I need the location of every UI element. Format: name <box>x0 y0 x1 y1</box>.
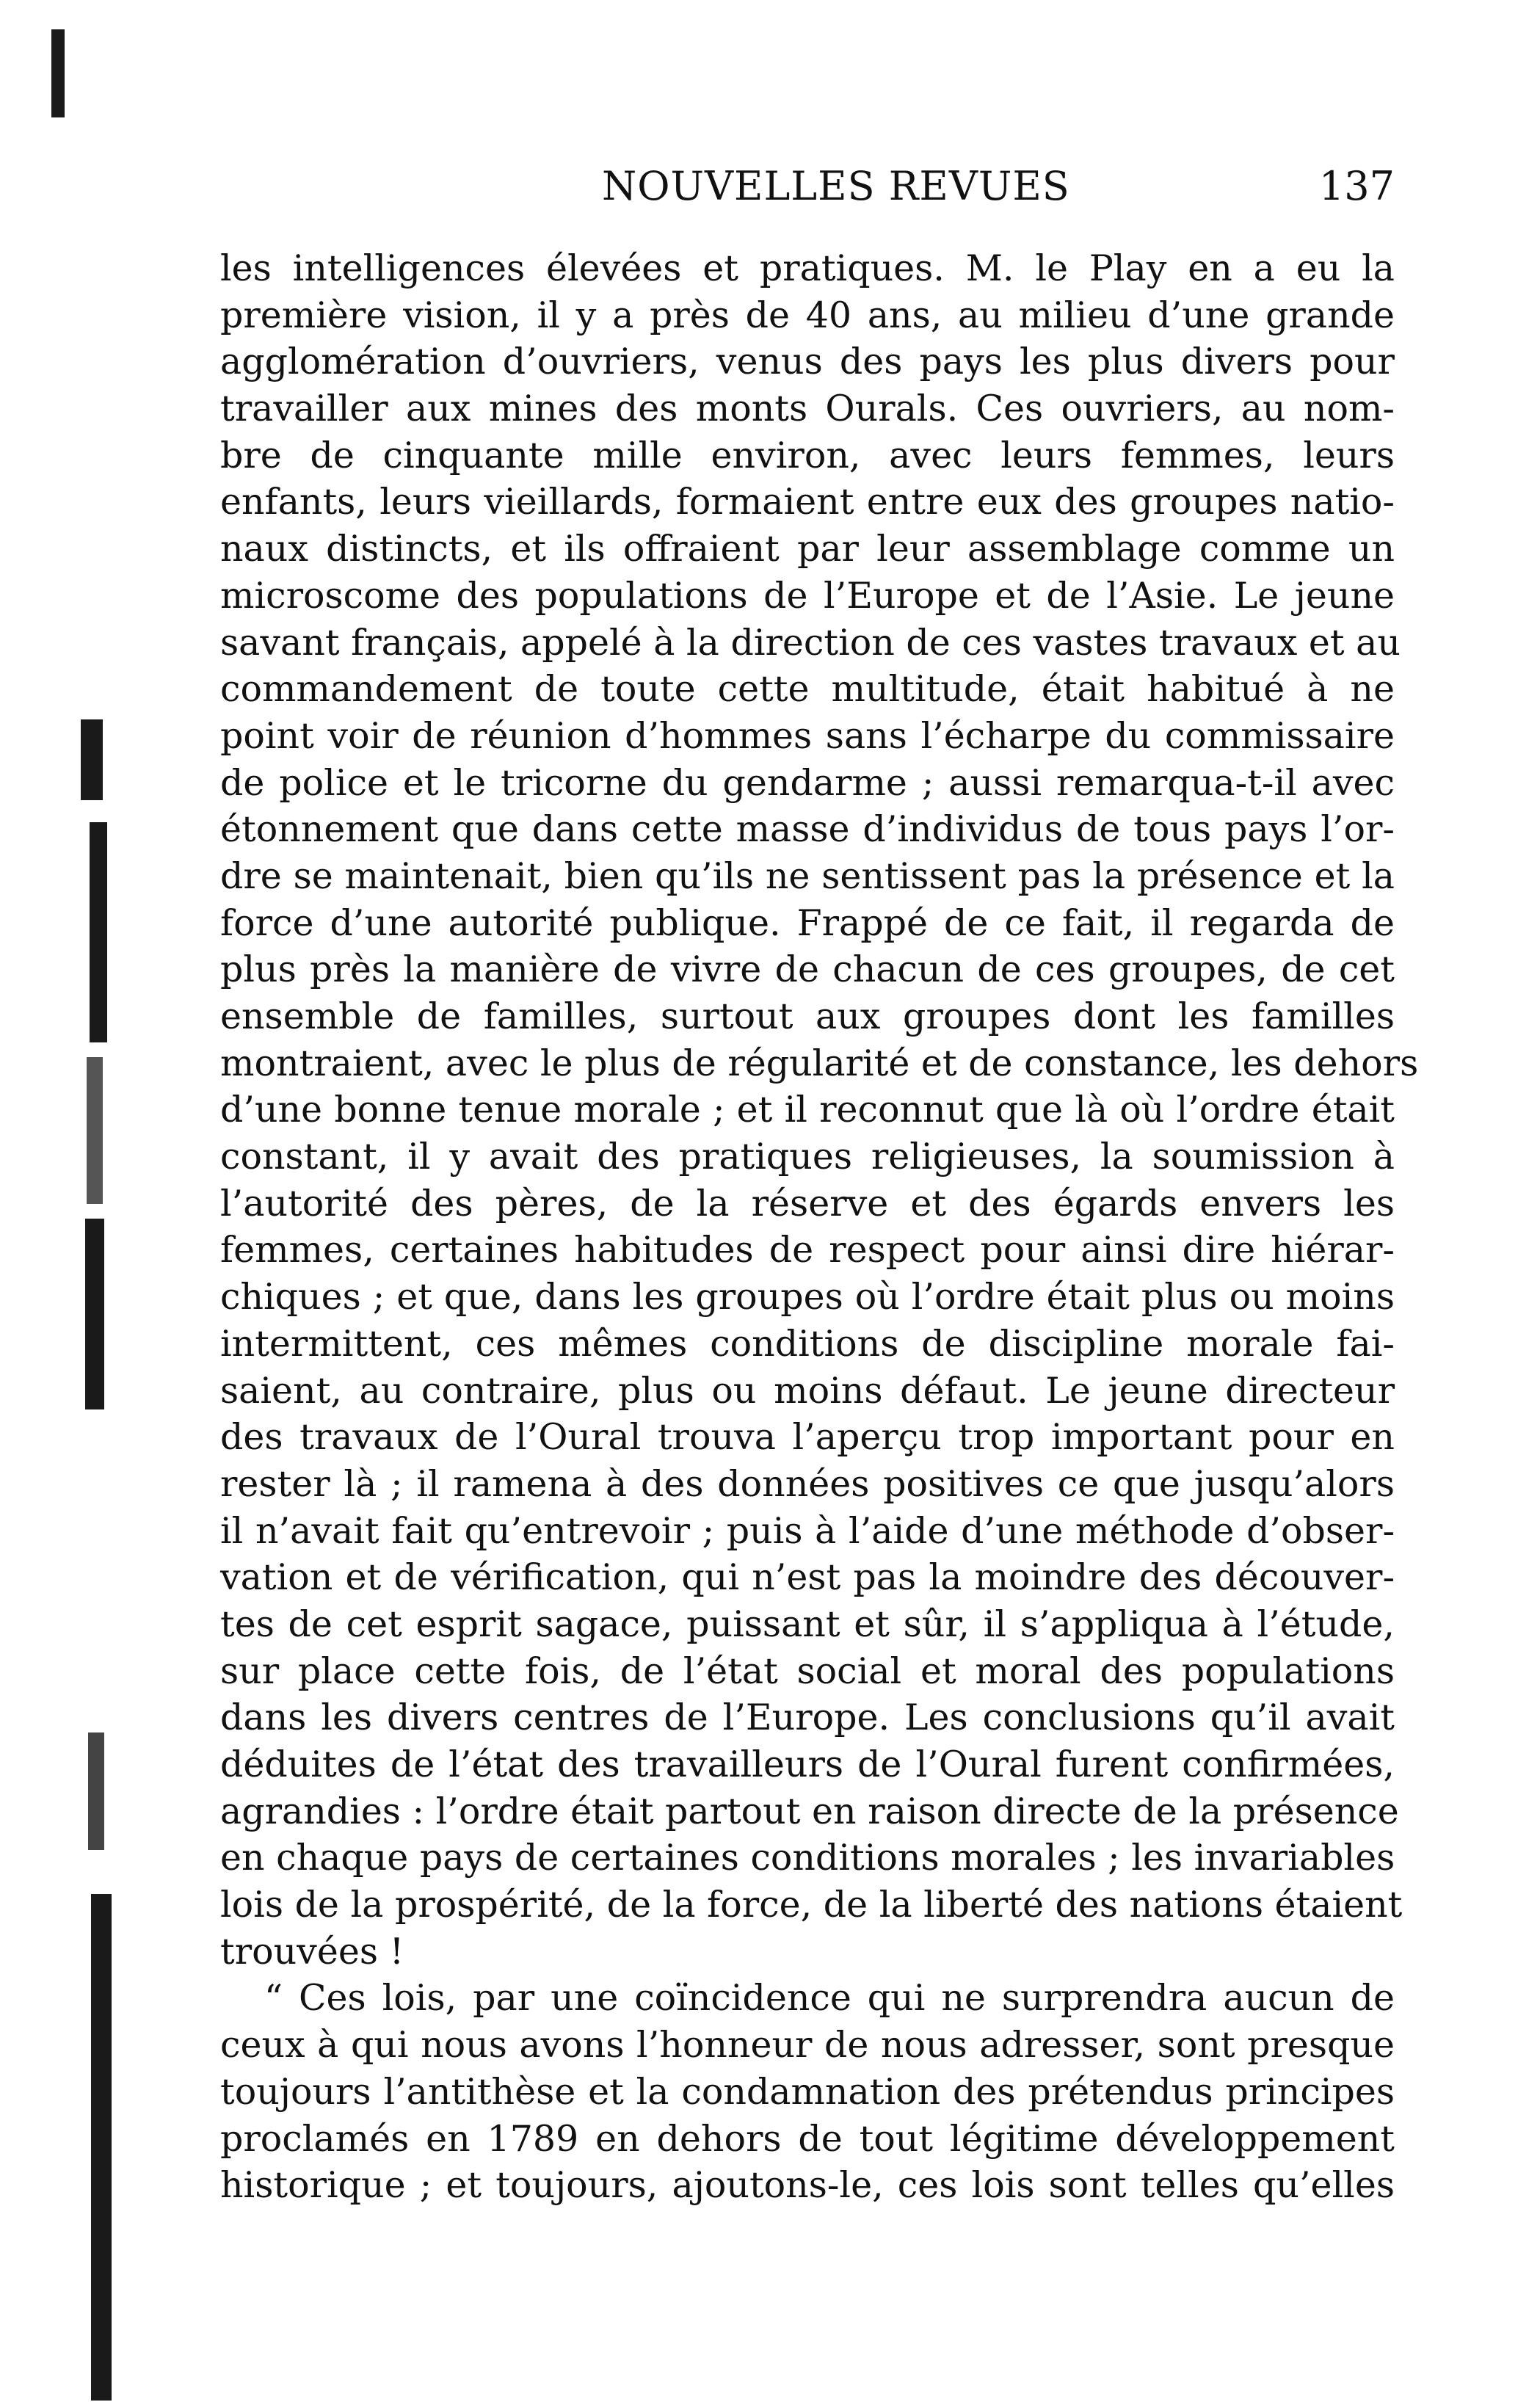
text-line: femmes, certaines habitudes de respect pour ainsi dire hiérar- <box>220 1229 1395 1271</box>
text-line: historique ; et toujours, ajoutons-le, ces lois sont telles qu’elles <box>220 2164 1395 2207</box>
text-line: des travaux de l’Oural trouva l’aperçu trop important pour en <box>220 1416 1395 1459</box>
page-header <box>220 163 1395 214</box>
text-line: il n’avait fait qu’entrevoir ; puis à l’aide d’une méthode d’obser- <box>220 1509 1395 1552</box>
text-line: lois de la prospérité, de la force, de la liberté des nations étaient <box>220 1884 1403 1926</box>
text-line: dre se maintenait, bien qu’ils ne sentissent pas la présence et la <box>220 855 1395 897</box>
text-line: naux distincts, et ils offraient par leur assemblage comme un <box>220 528 1395 570</box>
text-line: chiques ; et que, dans les groupes où l’ordre était plus ou moins <box>220 1276 1395 1318</box>
text-line: l’autorité des pères, de la réserve et des égards envers les <box>220 1182 1395 1224</box>
text-line: d’une bonne tenue morale ; et il reconnut que là où l’ordre était <box>220 1089 1395 1131</box>
text-line: de police et le tricorne du gendarme ; aussi remarqua-t-il avec <box>220 761 1395 804</box>
paragraph-1 <box>220 245 1419 1975</box>
scan-gutter <box>0 0 117 2402</box>
page-number: 137 <box>1318 163 1395 209</box>
text-line: travailler aux mines des monts Ourals. Ces ouvriers, au nom- <box>220 388 1395 430</box>
text-line: ceux à qui nous avons l’honneur de nous adresser, sont presque <box>220 2024 1395 2067</box>
text-line: trouvées ! <box>220 1930 404 1973</box>
text-line: point voir de réunion d’hommes sans l’écharpe du commissaire <box>220 714 1395 757</box>
body-text <box>220 245 1419 2209</box>
text-line: sur place cette fois, de l’état social et moral des populations <box>220 1650 1395 1692</box>
text-line: dans les divers centres de l’Europe. Les conclusions qu’il avait <box>220 1697 1395 1739</box>
text-line: les intelligences élevées et pratiques. M. le Play en a eu la <box>220 247 1395 289</box>
text-line: bre de cinquante mille environ, avec leurs femmes, leurs <box>220 434 1395 476</box>
text-line: première vision, il y a près de 40 ans, au milieu d’une grande <box>220 294 1395 336</box>
text-line: déduites de l’état des travailleurs de l’Oural furent confirmées, <box>220 1744 1395 1785</box>
text-line: montraient, avec le plus de régularité et de constance, les dehors <box>220 1042 1419 1084</box>
paragraph-2 <box>220 1975 1395 2208</box>
text-line: plus près la manière de vivre de chacun de ces groupes, de cet <box>220 948 1395 991</box>
text-line: ensemble de familles, surtout aux groupes dont les familles <box>220 995 1395 1037</box>
text-line: enfants, leurs vieillards, formaient entre eux des groupes natio- <box>220 481 1395 523</box>
text-line: force d’une autorité publique. Frappé de ce fait, il regarda de <box>220 901 1395 944</box>
text-line: tes de cet esprit sagace, puissant et sûr, il s’appliqua à l’étude, <box>220 1603 1395 1645</box>
running-title: NOUVELLES REVUES <box>602 163 1070 209</box>
text-line: vation et de vérification, qui n’est pas la moindre des découver- <box>220 1556 1395 1599</box>
text-line: commandement de toute cette multitude, était habitué à ne <box>220 668 1395 711</box>
text-line: agglomération d’ouvriers, venus des pays les plus divers pour <box>220 341 1395 383</box>
text-line: agrandies : l’ordre était partout en raison directe de la présence <box>220 1790 1399 1832</box>
text-line: rester là ; il ramena à des données positives ce que jusqu’alors <box>220 1462 1395 1505</box>
text-line: saient, au contraire, plus ou moins défaut. Le jeune directeur <box>220 1369 1395 1412</box>
text-line: étonnement que dans cette masse d’individus de tous pays l’or- <box>220 808 1395 851</box>
text-line: “ Ces lois, par une coïncidence qui ne surprendra aucun de <box>264 1977 1395 2020</box>
text-line: en chaque pays de certaines conditions morales ; les invariables <box>220 1837 1395 1879</box>
text-line: toujours l’antithèse et la condamnation des prétendus principes <box>220 2070 1395 2113</box>
text-line: microscome des populations de l’Europe et de l’Asie. Le jeune <box>220 574 1395 617</box>
text-line: constant, il y avait des pratiques religieuses, la soumission à <box>220 1136 1395 1178</box>
text-line: savant français, appelé à la direction de ces vastes travaux et au <box>220 621 1401 664</box>
text-line: proclamés en 1789 en dehors de tout légitime développement <box>220 2117 1395 2160</box>
text-line: intermittent, ces mêmes conditions de discipline morale fai- <box>220 1322 1395 1365</box>
